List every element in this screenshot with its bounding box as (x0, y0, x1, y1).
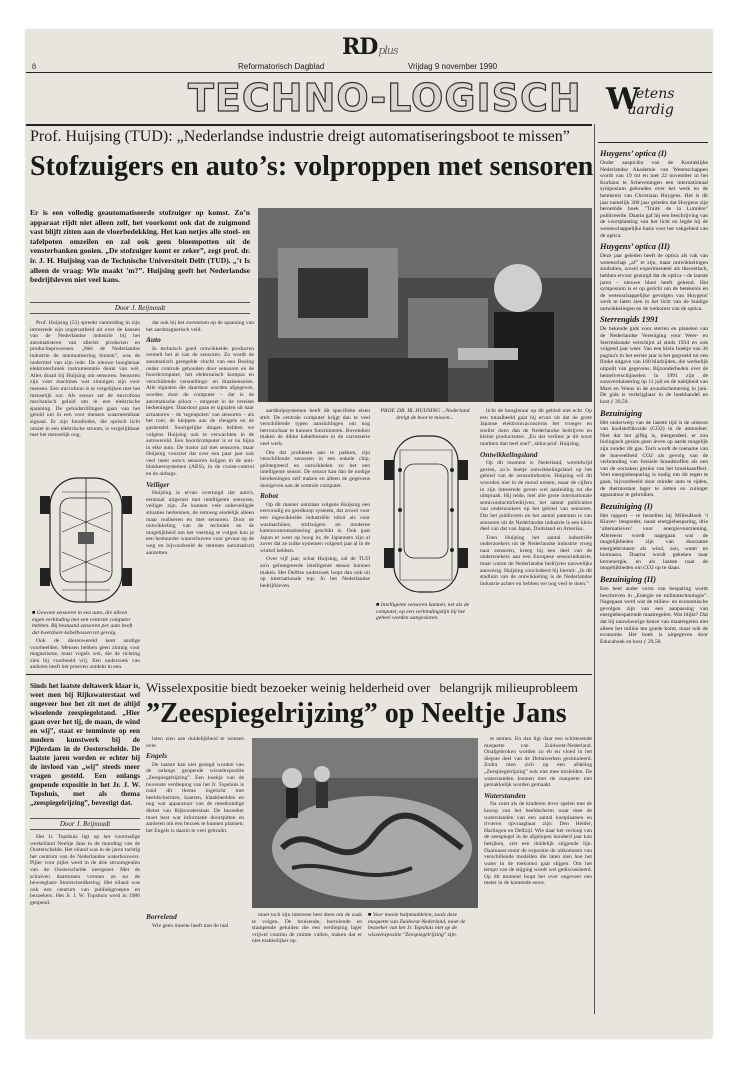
sidebar-rule (598, 142, 708, 143)
article1-lead: Er is een volledig geautomatiseerde stofzuiger op komst. Zo’n apparaat rijdt niet alleen zelf, het voorkomt ook dat de zuigmond vast blijft zitten aan de vloerbedekking. Het kan netjes alle stoel- en tafelpoten omzeilen en zal ook geen bloempotten uit de vensterbanken gooien. „De stofzuiger komt er zeker”, zegt prof. dr. ir. J. H. Huijsing van de Technische Universiteit Delft (TUD). „’t Is alleen de vraag: Wie maakt ’m?”. Huijsing geeft het Nederlandse bedrijfsleven niet veel kans. (30, 208, 250, 285)
article1-col4-ontw-text: Op dit moment is Nederland, wereldwijd gezien, zo’n beetje ontwikkelingsland op het gebied van de sensorindustrie. Huijsing wil dit woorden niet in de mond nemen, maar de cijfers in zijn intreerede geven wel aanleiding tot die uitspraak. Hij telde, met alle grote internationale semiconductorbedrijven, het aantal publicaties van onderzoekers op het gebied van sensoren. Dat het publiceren en het aantal patenten is van sensoren uit de Nederlandse industrie is een klein deel van dat van Japan, Duitsland en Amerika. (480, 460, 592, 533)
car-diagram-right-caption-text: Intelligente sensoren kunnen, net als de computer, op een verbindingslijn bij het geheel worden aangesloten. (376, 602, 470, 622)
sidebar-logo-line2: aardig (628, 102, 674, 118)
sidebar-text-6: Een heel ander vorm van besparing wordt beschreven in „Energie en milieutechnologie”. Nagegaan werd wat de milieu- en economische gevolgen zijn van een aanpassing van energiebesparende maatregelen. Wat blijkt? Dat dat bij nauwkeurige keuze van maatregelen niet alleen het milieu ten goede komt, maar ook de economie. Het boek is uitgegeven door Educaboek en kost ƒ 29,50. (600, 586, 708, 645)
subhead-robot: Robot (260, 491, 279, 501)
article2-kicker-left: Wisselexpositie biedt bezoeker weinig helderheid over (146, 680, 431, 695)
article2-col3 (252, 912, 362, 947)
article2-byline: Door J. Reijnoudt (30, 818, 140, 830)
sidebar-divider (594, 124, 595, 1014)
professor-photo (258, 208, 592, 402)
maquette-caption (368, 912, 478, 938)
professor-photo-caption: PROF. DR. IR. HUIJSING ...Nederland dreigt de boot te missen... (380, 408, 470, 421)
article2-col4-text: te nemen. En dan ligt daar een schitterende maquette van Zuidwest-Nederland. Onafgebroken worden zo eb en vloed in het diepste deel van de Deltawerken gesimuleerd. Zodra men zich op een afdeling „Zeespiegelrijzing” ook niet mee misleiden. De waterstanden kunnen met de maquette niet gemakkelijk worden gemaakt. (484, 736, 592, 789)
subhead-waterstanden: Waterstanden (484, 790, 526, 800)
masthead (26, 30, 712, 70)
article1-headline: Stofzuigers en auto’s: volproppen met sensoren (30, 151, 594, 182)
car-diagram-right-caption (376, 602, 474, 622)
car-diagram-right-drawing (378, 430, 474, 598)
subhead-engels: Engels (146, 751, 167, 761)
sidebar (600, 146, 708, 647)
sidebar-heading-4: Bezuiniging (600, 408, 642, 418)
article2-col2-text: laten zien aan duidelijkheid te wensen over. (146, 736, 244, 749)
sidebar-logo-line1: etens (636, 86, 675, 102)
article1-col2-auto-text: In technisch goed ontwikkelde producten wemelt het al van de sensoren. Zo wordt de automatisch geregelde vlucht van een Boeing onder controle gehouden door sensoren en de boordcomputer, het elektronisch kompas en verschillende versnellings- en draaisensoren. Alle signalen die daardoor worden afgegeven, worden door de computer – dat is de automatische piloot – omgezet in de vereiste bedieningen. Daardoor gaan er signalen uit naar actuatoren – de 'tegenpolen' van sensoren – als het roer, de kleppen aan de vleugels en de gashendel. Soortgelijke dingen hebben we volgens Huijsing ook te verwachten in de autowereld. Een boordcomputer is er nu bijna in elke auto. De motor zal met sensoren, maar Huijsing voorziet dat over een paar jaar ook veel meer auto's sensoren krijgen in de anti-blokkeersystemen (ABS), in de cruise-control en de airbags. (146, 345, 254, 478)
car-diagram-left-drawing (32, 472, 140, 608)
issue-date: Vrijdag 9 november 1990 (408, 62, 498, 71)
subhead-borrelend: Borrelend (146, 912, 177, 921)
article2-kicker (146, 680, 592, 696)
article1-col1b-text: Ook de dierenwereld kent aardige voorbeelden. Mensen hebben geen zintuig voor magnetisme, maar vogels wel, die de richting zien bij voorbeeld vrij. Een onderzoek van anderen heeft het proeven ontdekt in een. (30, 638, 140, 671)
article1-col3-text: aardhulpsystemen heeft dit specifieke eisen stelt. De centrale computer krijgt dan te veel verschillende typen aansluitingen om nog betrouwbaar te kunnen functioneren. Bovendien maken de dikke kabelbossen in de carrosserie veel werk. (260, 408, 370, 447)
sidebar-heading-3: Sterrengids 1991 (600, 315, 659, 325)
professor-photo-image (258, 208, 592, 402)
article1-col2-veiliger-text: Huijsing is ervan overtuigd dat auto's, eenmaal uitgerust met intelligente sensoren, veiliger zijn. Ze kunnen vele onbeveiligde situaties herkennen, de remweg eindelijk alleen maar realiseren en met sensoren. Door de ontwikkeling van de techniek en de mogelijkheid om het voertuig te volgen kun je een bestuurder waarschuwen voor gevaar op de weg en bijvoorbeeld de remmen automatisch aanzetten. (146, 490, 254, 556)
maquette-caption-text: Voor mooie halpmaddelen, zoals deze maquette van Zuidwest-Nederland, moet de bezoeker van het Jr. Topshuis niet op de wisselexpositie "Zeespiegelrijzing" zijn. (368, 912, 466, 938)
article2-col2-engels-text: De laatste kan niet gezegd worden van de onlangs geopende wisselexpositie „Zeespiegelrijzing”. Een hoekje van de bovenste verdieping van het Jr. Topshuis is rond dit thema ingericht met beeldschermen, kaarten, klankbeelden en nog wat apparatuur van de meetkundige dienst van Rijkswaterstaat. De bezoeker moet best wat informatie doorspitten en aanleren om een bezoek te kunnen plannen; het Engels is daarin te veel gebruikt. (146, 761, 244, 834)
newspaper-page (26, 30, 712, 1038)
sidebar-heading-6: Bezuiniging (II) (600, 575, 657, 585)
car-diagram-left-caption (32, 610, 140, 636)
article1-col3-robot-text: Op dit manier ontstaan volgens Huijsing een eenvoudig en goedkoop systeem, dat zowel voor een ingewikkelde industriële robot als voor wasmachines, stofzuigers en moderne kantoorautomatisering geschikt is. Ook gaat Japan er weer op hoog in; de Japanners zijn al zover dat ze zulke systemen volgend jaar al in de winkel hebben. (260, 501, 370, 554)
subhead-ontwikkelingsland: Ontwikkelingsland (480, 449, 538, 459)
bullet-icon: ■ (368, 912, 373, 918)
subhead-auto: Auto (146, 335, 161, 345)
section-title: TECHNO-LOGISCH (188, 76, 582, 120)
article2-col4 (484, 736, 592, 889)
article1-col4-text: licht de hoogleraar op dit gebied niet echt. Op een totaalbeeld gaat hij ervan uit dat de grote Japanse elektronicaconcerns het vroeger en sneller doen dan de Nederlandse bedrijven en kleine producenten. „En dat verliest je dit soort markten dan heel snel”, aldus prof. Huijsing. (480, 408, 592, 447)
sidebar-logo (606, 82, 702, 138)
article1-col1-text: Prof. Huijsing (52) spreekt vanmiddag in zijn intreerede zijn ongerustheid uit over de kansen van de Nederlandse industrie bij het automatiseren van allerlei producten en productieprocessen. „Met de Nederlandse industrie de automatisering binnen”, was de ondertitel van zijn rede. De nieuwe hoogleraar elektrotechniek instrumentatie denkt van wel. Alles draait bij Huijsing om sensoren. Sensoren zijn voor machines wat zintuigen zijn voor mensen. Een microfoon is te vergelijken met het menselijk oor. Als sensor zet de microfoon mechanisch geluid om in een elektrische spanning. De geluidstrillingen gaan van het geluid om in een voor mensen waarneembaar signaal. Er zijn fotodiodes, die optisch licht omzet in een elektrische stroom, is vergelijkbaar met het menselijk oog. (30, 320, 140, 439)
article1-col4 (480, 408, 592, 589)
paper-name: Reformatorisch Dagblad (238, 62, 325, 71)
article1-col3-robot2-text: Over vijf jaar, schat Huijsing, zal de TUD zo'n geïntegreerde intelligente sensor kunnen maken. Het Delftse onderzoek loopt dan ook uit op internationale top. In het Nederlandse bedrijfsleven (260, 556, 370, 589)
article2-col1 (30, 834, 140, 909)
bullet-icon: ■ (376, 602, 381, 608)
sidebar-logo-initial: W (606, 82, 640, 117)
article1-col2-text: dat ook bij het zwemmen op de spanning van het aardmagnetisch veld. (146, 320, 254, 333)
article1-col2 (146, 320, 254, 558)
car-diagram-right (378, 430, 474, 598)
article1-col3b-text: Om dat probleem aan te pakken, zijn verschillende sensoren in een enkele chip, geïntegreerd en ontwikkelen zo het een intelligente sensor. De sensor kan dan de nodige berekeningen zelf maken en alleen de gegevens doorgeven aan de centrale computer. (260, 449, 370, 489)
masthead-rule (26, 72, 712, 73)
page-number: 8 (32, 62, 36, 71)
sidebar-heading-2: Huygens’ optica (II) (600, 242, 671, 252)
article1-col3 (260, 408, 370, 591)
article2-col2 (146, 736, 244, 836)
sidebar-heading-5: Bezuiniging (I) (600, 501, 653, 511)
sidebar-text-3: De bekende gids voor sterren en planeten van de Nederlandse Vereniging voor Weer- en Sterrenkunde verschijnt al sinds 1934 en ook volgend jaar weer. Van een klein boekje van 36 pagina's in het eerste jaar is het gegroeid tot een flinke uitgave van 160 bladzijden, die werkelijk uitpuilt van gegevens. Bijzonderheden over de hemelverschijnselen in 1991 zijn de zonsverduistering op 11 juli en de nabijheid van Mars en Venus in de avondschemering in juni. De gids is verkrijgbaar in de boekhandel en kost ƒ 39,50. (600, 326, 708, 405)
sidebar-text-2: Deze jaar geleden heeft de optica als vak van wetenschap „af” te zijn, maar ontwikkelingen sindsdien, zowel experimenteel als theoretisch, hebben ervoor gezorgd dat de optica – de laatste jaren – nieuwe bloei heeft gekend. Het symposium is er op gericht om de betekenis en de wetenschappelijke gevolgen van Huygens' werk te laten zien in het licht van de huidige ontwikkelingen en de toekomst van de optica. (600, 253, 708, 312)
article2-col2-borrelend-text: Wie geen moeite heeft met de taal (152, 922, 229, 929)
maquette-photo-image (252, 738, 478, 908)
section-rule (26, 124, 592, 126)
logo-text: RD (342, 34, 378, 60)
article1-col4-end-text: Toen Huijsing het aantal industriële onderzoekers uit de Nederlandse industrie vroeg naar sensoren, kreeg hij een deel van de onderzoekers aan een Europese sensorindustrie, maar waren de Nederlandse bedrijven nauwelijks aanwezig. Huijsing concludeert hij hieruit: „In dit stadium van de ontwikkeling is de Nederlandse industrie achter en hebben we nog veel te doen.” (480, 534, 592, 587)
paper-logo (342, 34, 398, 60)
sidebar-text-1: Onder auspiciën van de Koninklijke Nederlandse Akademie van Wetenschappen wordt van 19 tot en met 22 november in het Kurhaus te Scheveningen een internationaal symposium gehouden over het werk en de betekenis van Christiaan Huygens. Het is dit jaar namelijk 300 jaar geleden dat Huygens zijn beroemde boek "Traité de la Lumière" publiceerde. Daarin gaf hij een beschrijving van de voortplanting van het licht en legde hij de wetenschappelijke basis voor het vakgebied van de optica. (600, 160, 708, 239)
sidebar-text-5: Het rapport – te bestellen bij MilieuBoek ‘t Klaver- bespreekt, naast energiebesparing, drie ‘alternatieven’ voor energievoorziening. Allereerst wordt nagegaan wat de mogelijkheden zijn van duurzame energiebronnen als wind, zon, water en biomassa. Daarna wordt gekeken naar kernenergie, en als laatste naar de mogelijkheden om CO2 op te slaan. (600, 512, 708, 572)
subhead-veiliger: Veiliger (146, 479, 170, 489)
article2-col4-wat-text: Na zoiet als de kinderen lever spelen met de knoop van het beeldscherm waar mee de waterstanden van een aantal kustplaatsen en rivieren opvraagbaar zijn: Den Helder, Harlingen en Delfzijl. Wie daar het verloop van de zeespiegel in de afgelopen honderd jaar kan bekijken, ziet een duidelijk stijgende lijn. Daarnaast toont de expositie de uitkomsten van verschillende modellen die laten zien hoe het water in de toekomst gaat stijgen. Om het tempo van de stijging wordt wel gediscussieerd. Op dit moment loopt het over ongeveer een meter in de komende eeuw. (484, 801, 592, 887)
article2-kicker-right: belangrijk milieuprobleem (439, 680, 578, 695)
bullet-icon: ■ (32, 610, 37, 616)
sidebar-heading-1: Huygens’ optica (I) (600, 149, 667, 158)
article1-col1 (30, 320, 140, 441)
sidebar-text-4: Het onderwerp van de laatste tijd is de uitstoot van koolstofdioxide (CO2) in de atmosfeer. Niet dat het giftig is, integendeel, er zou biologisch gezien geen leven op aarde mogelijk zijn zonder dit gas. Toch wordt de toename van de hoeveelheid CO2 als gevolg van de verbranding van fossiele brandstoffen als een van de oorzaken gezien van het broeikaseffect. Veel energiebesparing is nodig om dit tegen te gaan, bijvoorbeeld door minder auto te rijden, de thermostaat lager te zetten en zuiniger apparatuur te gebruiken. (600, 419, 708, 499)
car-diagram-left (32, 472, 140, 608)
article2-headline: ”Zeespiegelrijzing” op Neeltje Jans (146, 698, 567, 729)
logo-suffix: plus (378, 44, 398, 57)
maquette-photo (252, 738, 478, 908)
article2-col2b (146, 910, 244, 931)
article2-col1-text: Het Jr. Topshuis ligt op het voormalige werkeiland Neeltje Jans in de monding van de Oosterschelde. Het eiland was in de jaren tachtig het centrum van de Nederlandse waterbouwers. Pijler voor pijler werd in de drie stroomgeulen van de Oosterschelde neergezet. Met de schuiven daartussen vormen ze nu de beweegbare Stormvloedkering. Het eiland was ook een centrum van publiekgroepen en bezoekers. Het Jr. J. W. Topshuis werd in 1986 geopend. (30, 834, 140, 906)
article2-col3-text: moet toch zijn interesse best doen om de zaak te volgen. De bruisende, borrelende en stampende geluiden die een verdieping lager vrijwel continu de ruimte vullen, maken dat er niet makkelijker op. (252, 912, 362, 945)
car-diagram-left-caption-text: Gewone sensoren in een auto, die alleen eigen verbinding met een centrale computer hebben. Bij bestaand sensoren per auto heeft dat kwetsbare kabelbossen tot gevolg. (32, 610, 133, 636)
article1-byline: Door J. Reijnoudt (30, 302, 250, 314)
article2-lead: Sinds het laatste deltawerk klaar is, weet men bij Rijkswaterstaat wel ongeveer hoe het zit met de altijd wisselende zeespiegelstand. „Hier gaan over het tij, de maan, de wind en wij”, staat er tenminste op een modern kunstwerk bij de Pijlerdam in de Oosterschelde. De laatste jaren worden er echter bij de invloed van „wij” steeds meer vragen gesteld. Een onlangs geopende expositie in het Jr. J. W. Topshuis, met als thema „zeespiegelrijzing”, bevestigt dat. (30, 682, 140, 807)
article1-kicker: Prof. Huijsing (TUD): „Nederlandse industrie dreigt automatiseringsboot te missen” (30, 128, 570, 145)
article1-col1b (30, 638, 140, 673)
article2-rule (26, 674, 592, 675)
